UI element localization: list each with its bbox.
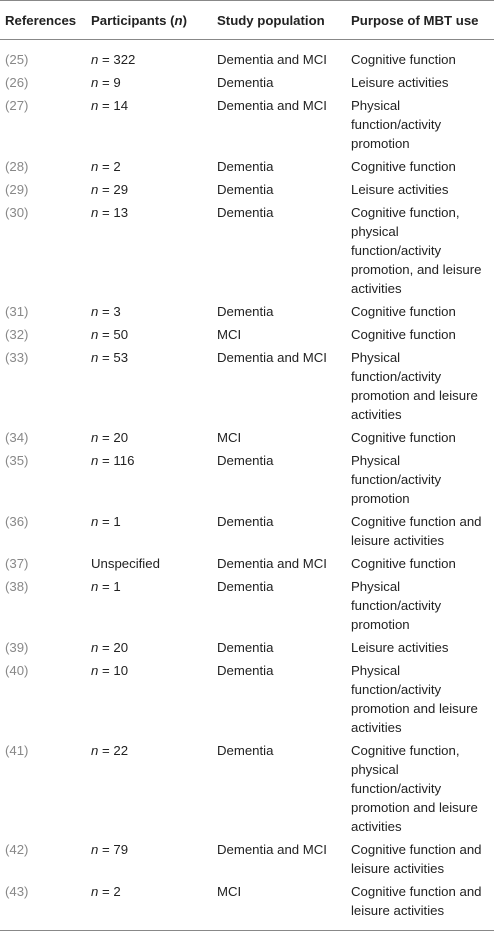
- purpose-line: physical: [351, 762, 399, 777]
- reference-link[interactable]: (33): [5, 350, 29, 365]
- n-symbol: n: [91, 182, 99, 197]
- reference-link[interactable]: (25): [5, 52, 29, 67]
- study-population-cell: Dementia: [217, 453, 274, 468]
- purpose-cell: [346, 180, 494, 203]
- purpose-line: function/activity: [351, 598, 442, 613]
- participant-count: 20: [113, 640, 129, 655]
- purpose-cell: [346, 325, 494, 348]
- equals-sign: =: [98, 205, 114, 220]
- equals-sign: =: [98, 98, 114, 113]
- table-row: [0, 577, 494, 638]
- purpose-cell: [346, 638, 494, 661]
- table-row: [0, 661, 494, 741]
- table-body: [0, 40, 494, 931]
- participant-count: 13: [113, 205, 129, 220]
- table-row: [0, 451, 494, 512]
- equals-sign: =: [98, 52, 114, 67]
- purpose-cell: [346, 302, 494, 325]
- participants-cell: [86, 40, 212, 74]
- reference-link[interactable]: (37): [5, 556, 29, 571]
- participant-count: 20: [113, 430, 129, 445]
- purpose-cell: [346, 577, 494, 638]
- table-row: [0, 512, 494, 554]
- study-population-cell: Dementia and MCI: [217, 350, 327, 365]
- table-row: [0, 554, 494, 577]
- study-population-cell: MCI: [217, 327, 242, 342]
- study-population-cell: Dementia and MCI: [217, 52, 327, 67]
- table-row: [0, 203, 494, 302]
- purpose-line: Physical: [351, 98, 401, 113]
- purpose-line: function/activity: [351, 117, 442, 132]
- reference-link[interactable]: (38): [5, 579, 29, 594]
- participants-cell: [86, 302, 212, 325]
- study-population-cell: Dementia: [217, 640, 274, 655]
- purpose-line: physical: [351, 224, 399, 239]
- reference-link[interactable]: (29): [5, 182, 29, 197]
- study-population-cell: Dementia: [217, 75, 274, 90]
- table-row: [0, 40, 494, 74]
- participant-count: 1: [113, 514, 121, 529]
- participant-count: 50: [113, 327, 129, 342]
- purpose-line: function/activity: [351, 781, 442, 796]
- equals-sign: =: [98, 159, 114, 174]
- participants-cell: [86, 638, 212, 661]
- n-symbol: n: [91, 579, 99, 594]
- table-row: [0, 428, 494, 451]
- purpose-line: Cognitive function: [351, 304, 456, 319]
- table-header: [0, 1, 494, 40]
- study-population-cell: MCI: [212, 882, 346, 931]
- reference-link[interactable]: (36): [5, 514, 29, 529]
- participants-cell: Unspecified: [91, 556, 160, 571]
- reference-link[interactable]: (35): [5, 453, 29, 468]
- reference-link[interactable]: (41): [5, 743, 29, 758]
- purpose-line: Cognitive function,: [351, 743, 460, 758]
- participants-cell: [86, 661, 212, 741]
- participants-cell: [86, 840, 212, 882]
- purpose-line: Cognitive function: [351, 159, 456, 174]
- purpose-line: Cognitive function and: [351, 514, 482, 529]
- header-study-population: Study population: [212, 1, 346, 40]
- participants-cell: [86, 325, 212, 348]
- purpose-cell: [346, 203, 494, 302]
- table-row: [0, 96, 494, 157]
- table-row: [0, 73, 494, 96]
- equals-sign: =: [98, 514, 114, 529]
- equals-sign: =: [98, 579, 114, 594]
- purpose-line: activities: [351, 819, 402, 834]
- n-symbol: n: [91, 884, 99, 899]
- reference-link[interactable]: (30): [5, 205, 29, 220]
- purpose-line: promotion and leisure: [351, 388, 478, 403]
- purpose-line: Physical: [351, 453, 401, 468]
- equals-sign: =: [98, 884, 114, 899]
- equals-sign: =: [98, 430, 114, 445]
- table-row: [0, 840, 494, 882]
- study-population-cell: Dementia: [217, 304, 274, 319]
- purpose-line: promotion: [351, 617, 410, 632]
- reference-link[interactable]: (40): [5, 663, 29, 678]
- purpose-line: promotion and leisure: [351, 800, 478, 815]
- purpose-cell: [346, 512, 494, 554]
- purpose-line: function/activity: [351, 243, 442, 258]
- study-population-cell: Dementia: [217, 205, 274, 220]
- n-symbol: n: [91, 842, 99, 857]
- purpose-line: promotion: [351, 491, 410, 506]
- purpose-line: promotion and leisure: [351, 701, 478, 716]
- n-symbol: n: [91, 98, 99, 113]
- n-symbol: n: [91, 159, 99, 174]
- equals-sign: =: [98, 304, 114, 319]
- participants-cell: [86, 348, 212, 428]
- purpose-line: Physical: [351, 350, 401, 365]
- reference-link[interactable]: (34): [5, 430, 29, 445]
- purpose-line: Cognitive function: [351, 430, 456, 445]
- participants-cell: [86, 577, 212, 638]
- table-row: [0, 348, 494, 428]
- participant-count: 9: [113, 75, 121, 90]
- participant-count: 322: [113, 52, 136, 67]
- purpose-line: function/activity: [351, 369, 442, 384]
- purpose-line: promotion, and leisure: [351, 262, 482, 277]
- participants-cell: [86, 96, 212, 157]
- participants-cell: [86, 512, 212, 554]
- study-population-cell: Dementia: [217, 579, 274, 594]
- n-symbol: n: [91, 430, 99, 445]
- participants-cell: [86, 428, 212, 451]
- participant-count: 116: [113, 453, 135, 468]
- header-references: References: [0, 1, 86, 40]
- equals-sign: =: [98, 453, 114, 468]
- purpose-line: Cognitive function and: [351, 842, 482, 857]
- table-row: [0, 157, 494, 180]
- participant-count: 29: [113, 182, 129, 197]
- purpose-cell: [346, 73, 494, 96]
- purpose-cell: [346, 348, 494, 428]
- n-symbol: n: [91, 52, 99, 67]
- purpose-line: Leisure activities: [351, 182, 449, 197]
- participant-count: 10: [113, 663, 129, 678]
- purpose-line: Leisure activities: [351, 640, 449, 655]
- purpose-line: function/activity: [351, 472, 442, 487]
- purpose-line: activities: [351, 281, 402, 296]
- purpose-line: Physical: [351, 579, 401, 594]
- n-symbol: n: [91, 663, 99, 678]
- equals-sign: =: [98, 182, 114, 197]
- purpose-cell: [346, 661, 494, 741]
- participants-cell: [86, 741, 212, 840]
- purpose-line: leisure activities: [351, 533, 445, 548]
- study-population-cell: Dementia and MCI: [217, 98, 327, 113]
- study-population-cell: Dementia: [217, 743, 274, 758]
- participant-count: 79: [113, 842, 129, 857]
- reference-link[interactable]: (27): [5, 98, 29, 113]
- equals-sign: =: [98, 743, 114, 758]
- header-purpose: Purpose of MBT use: [346, 1, 494, 40]
- purpose-line: activities: [351, 720, 402, 735]
- purpose-cell: [346, 451, 494, 512]
- study-population-cell: Dementia and MCI: [217, 842, 327, 857]
- purpose-cell: [346, 741, 494, 840]
- participant-count: 2: [113, 884, 121, 899]
- purpose-line: leisure activities: [351, 903, 445, 918]
- n-symbol: n: [91, 350, 99, 365]
- header-row: [0, 1, 494, 40]
- study-population-cell: Dementia: [217, 159, 274, 174]
- participant-count: 3: [113, 304, 121, 319]
- reference-link[interactable]: (31): [5, 304, 29, 319]
- n-symbol: n: [91, 743, 99, 758]
- reference-link[interactable]: (43): [0, 882, 86, 931]
- purpose-line: Cognitive function,: [351, 205, 460, 220]
- study-population-cell: Dementia: [217, 182, 274, 197]
- purpose-line: activities: [351, 407, 402, 422]
- reference-link[interactable]: (42): [5, 842, 29, 857]
- purpose-cell: [346, 40, 494, 74]
- header-participants: Participants (n): [86, 1, 212, 40]
- participant-count: 53: [113, 350, 129, 365]
- table-row: [0, 180, 494, 203]
- table-row: [0, 638, 494, 661]
- n-symbol: n: [91, 514, 99, 529]
- participants-cell: [86, 180, 212, 203]
- purpose-line: leisure activities: [351, 861, 445, 876]
- n-symbol: n: [91, 327, 99, 342]
- n-symbol: n: [91, 640, 99, 655]
- equals-sign: =: [98, 350, 114, 365]
- n-symbol: n: [91, 205, 99, 220]
- participant-count: 2: [113, 159, 121, 174]
- equals-sign: =: [98, 663, 114, 678]
- purpose-cell: [346, 428, 494, 451]
- purpose-cell: [346, 554, 494, 577]
- reference-link[interactable]: (39): [5, 640, 29, 655]
- purpose-line: Cognitive function: [351, 52, 456, 67]
- table-row: [0, 302, 494, 325]
- participant-count: 1: [113, 579, 121, 594]
- purpose-line: Physical: [351, 663, 401, 678]
- participants-cell: [86, 882, 212, 931]
- purpose-line: Cognitive function: [351, 327, 456, 342]
- purpose-cell: [346, 882, 494, 931]
- purpose-line: Cognitive function and: [351, 884, 482, 899]
- study-population-cell: Dementia: [217, 514, 274, 529]
- reference-link[interactable]: (28): [5, 159, 29, 174]
- study-population-cell: MCI: [217, 430, 242, 445]
- participants-cell: [86, 203, 212, 302]
- reference-link[interactable]: (26): [5, 75, 29, 90]
- purpose-line: Cognitive function: [351, 556, 456, 571]
- equals-sign: =: [98, 75, 114, 90]
- equals-sign: =: [98, 640, 114, 655]
- table-row: [0, 741, 494, 840]
- n-symbol: n: [91, 304, 99, 319]
- purpose-line: promotion: [351, 136, 410, 151]
- table-row: [0, 325, 494, 348]
- study-population-cell: Dementia: [217, 663, 274, 678]
- equals-sign: =: [98, 327, 114, 342]
- n-symbol: n: [91, 453, 99, 468]
- participant-count: 14: [113, 98, 129, 113]
- participant-count: 22: [113, 743, 129, 758]
- equals-sign: =: [98, 842, 114, 857]
- n-symbol: n: [91, 75, 99, 90]
- table-row: [0, 882, 494, 931]
- purpose-cell: [346, 840, 494, 882]
- study-population-cell: Dementia and MCI: [217, 556, 327, 571]
- purpose-cell: [346, 96, 494, 157]
- participants-cell: [86, 157, 212, 180]
- participants-cell: [86, 451, 212, 512]
- purpose-line: Leisure activities: [351, 75, 449, 90]
- purpose-line: function/activity: [351, 682, 442, 697]
- participants-cell: [86, 73, 212, 96]
- purpose-cell: [346, 157, 494, 180]
- reference-link[interactable]: (32): [5, 327, 29, 342]
